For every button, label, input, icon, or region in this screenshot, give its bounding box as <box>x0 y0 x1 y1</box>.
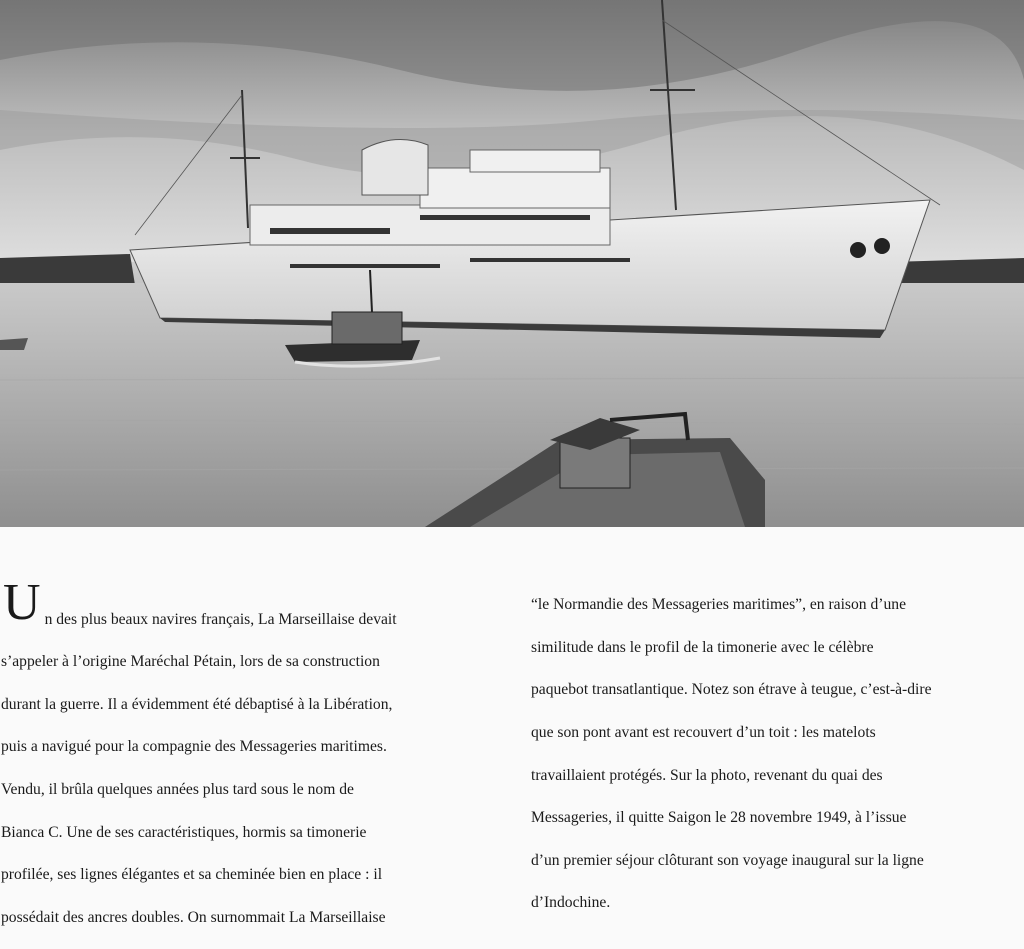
text-line: paquebot transatlantique. Notez son étrave à teugue, c’est-à-dire <box>531 681 932 699</box>
text-line: possédait des ancres doubles. On surnommait La Marseillaise <box>1 908 386 926</box>
right-column <box>531 573 1024 935</box>
text-line: Bianca C. Une de ses caractéristiques, hormis sa timonerie <box>1 823 367 841</box>
text-line: profilée, ses lignes élégantes et sa cheminée bien en place : il <box>1 866 383 884</box>
caption-text <box>0 536 1024 926</box>
text-line: Vendu, il brûla quelques années plus tard sous le nom de <box>1 780 354 798</box>
text-line: durant la guerre. Il a évidemment été débaptisé à la Libération, <box>1 695 393 713</box>
text-line: s’appeler à l’origine Maréchal Pétain, lors de sa construction <box>1 653 380 671</box>
dropcap: U <box>3 574 41 632</box>
text-line: d’un premier séjour clôturant son voyage inaugural sur la ligne <box>531 851 924 869</box>
text-line: n des plus beaux navires français, La Marseillaise devait <box>44 610 397 628</box>
text-line: puis a navigué pour la compagnie des Messageries maritimes. <box>1 738 387 756</box>
text-line: Messageries, il quitte Saigon le 28 novembre 1949, à l’issue <box>531 809 907 827</box>
text-line: “le Normandie des Messageries maritimes”, en raison d’une <box>531 596 906 614</box>
text-line: d’Indochine. <box>531 894 611 912</box>
text-line: similitude dans le profil de la timonerie avec le célèbre <box>531 638 874 656</box>
text-line: que son pont avant est recouvert d’un toit : les matelots <box>531 724 876 742</box>
text-line: travaillaient protégés. Sur la photo, revenant du quai des <box>531 766 883 784</box>
